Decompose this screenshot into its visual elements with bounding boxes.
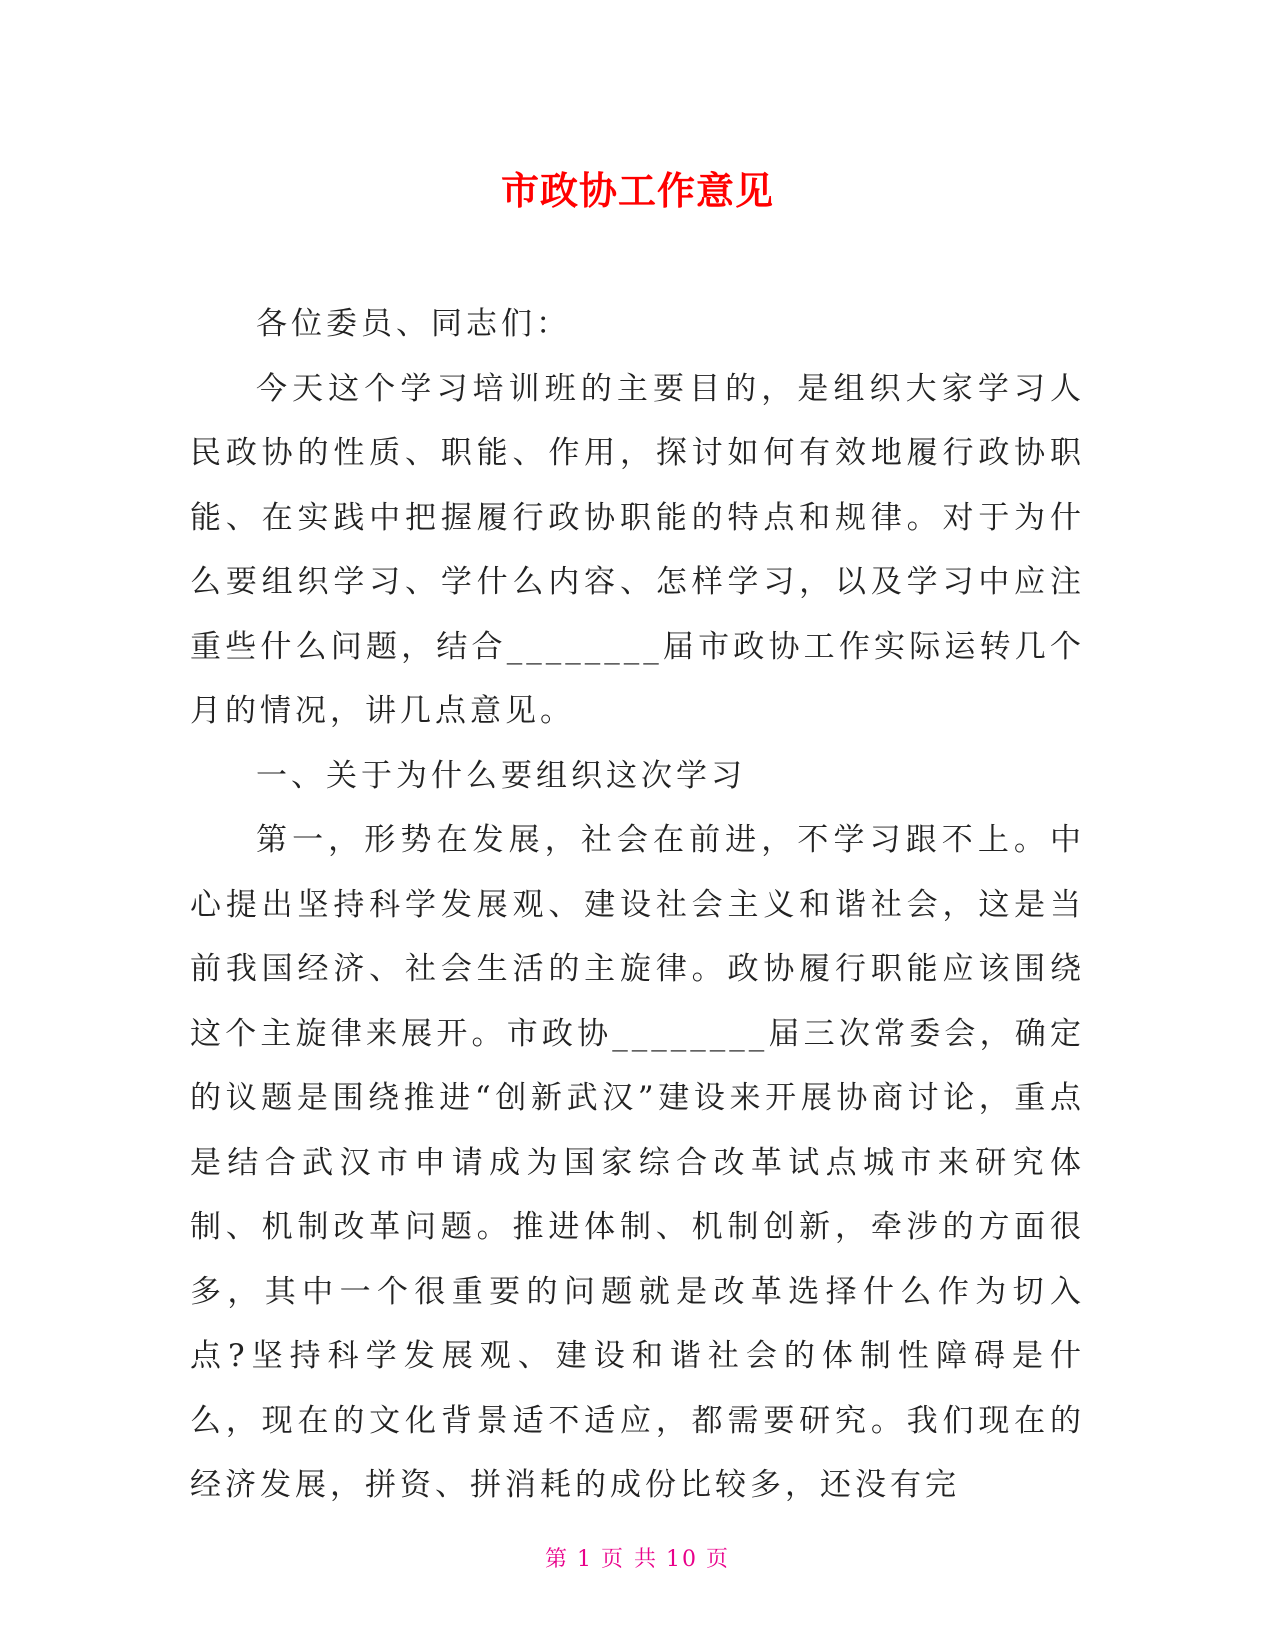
section-heading-1: 一、关于为什么要组织这次学习 — [256, 757, 746, 794]
document-title: 市政协工作意见 — [500, 169, 774, 213]
point-one-paragraph: 第一，形势在发展，社会在前进，不学习跟不上。中心提出坚持科学发展观、建设社会主义和谐社会，这是当前我国经济、社会生活的主旋律。政协履行职能应该围绕这个主旋律来展开。市政协________届三次常委会，确定的议题是围绕推进“创新武汉”建设来开展协商讨论，重点是结合武汉市申请成为国家综合改革试点城市来研究体制、机制改革问题。推进体制、机制创新，牵涉的方面很多，其中一个很重要的问题就是改革选择什么作为切入点?坚持科学发展观、建设和谐社会的体制性障碍是什么，现在的文化背景适不适应，都需要研究。我们现在的经济发展，拼资、拼消耗的成份比较多，还没有完 — [190, 822, 1085, 1503]
footer-prefix: 第 — [544, 1547, 569, 1572]
footer-page-number: 1 — [577, 1547, 593, 1572]
page-footer — [0, 1542, 1275, 1573]
intro-paragraph: 今天这个学习培训班的主要目的，是组织大家学习人民政协的性质、职能、作用，探讨如何有效地履行政协职能、在实践中把握履行政协职能的特点和规律。对于为什么要组织学习、学什么内容、怎样学习，以及学习中应注重些什么问题，结合________届市政协工作实际运转几个月的情况，讲几点意见。 — [190, 370, 1085, 729]
footer-middle: 页 共 — [601, 1547, 658, 1572]
salutation-paragraph: 各位委员、同志们： — [256, 306, 571, 342]
document-body — [190, 292, 1085, 1518]
footer-total-pages: 10 — [666, 1547, 698, 1572]
footer-suffix: 页 — [706, 1547, 731, 1572]
